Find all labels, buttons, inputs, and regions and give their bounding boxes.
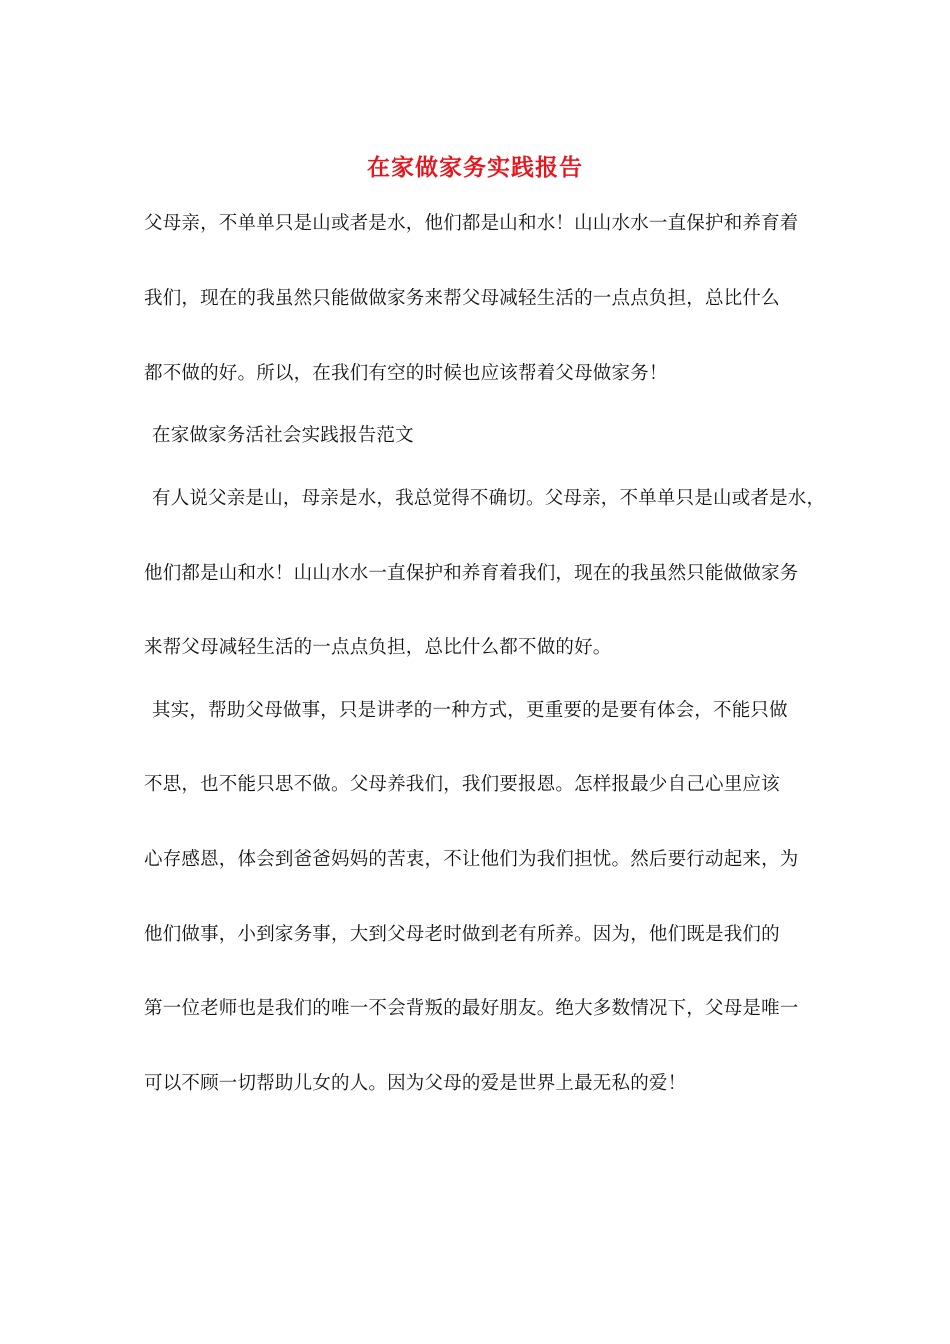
page-title: 在家做家务实践报告 [367,154,583,181]
intro-line-2: 我们，现在的我虽然只能做做家务来帮父母减轻生活的一点点负担，总比什么 [144,288,780,309]
paragraph1-line-2: 他们都是山和水！山山水水一直保护和养育着我们，现在的我虽然只能做做家务 [144,563,799,584]
paragraph2-line-1: 其实，帮助父母做事，只是讲孝的一种方式，更重要的是要有体会，不能只做 [152,700,788,721]
paragraph2-line-3: 心存感恩，体会到爸爸妈妈的苦衷，不让他们为我们担忧。然后要行动起来，为 [144,849,799,870]
paragraph2-line-5: 第一位老师也是我们的唯一不会背叛的最好朋友。绝大多数情况下，父母是唯一 [144,998,799,1019]
paragraph2-line-2: 不思，也不能只思不做。父母养我们，我们要报恩。怎样报最少自己心里应该 [144,774,780,795]
paragraph1-line-1: 有人说父亲是山，母亲是水，我总觉得不确切。父母亲，不单单只是山或者是水， [152,488,826,509]
paragraph2-line-4: 他们做事，小到家务事，大到父母老时做到老有所养。因为，他们既是我们的 [144,924,780,945]
paragraph2-line-6: 可以不顾一切帮助儿女的人。因为父母的爱是世界上最无私的爱！ [144,1073,687,1094]
intro-line-3: 都不做的好。所以，在我们有空的时候也应该帮着父母做家务！ [144,363,668,384]
intro-line-1: 父母亲，不单单只是山或者是水，他们都是山和水！山山水水一直保护和养育着 [144,213,799,234]
section-subtitle: 在家做家务活社会实践报告范文 [152,425,414,446]
paragraph1-line-3: 来帮父母减轻生活的一点点负担，总比什么都不做的好。 [144,637,612,658]
